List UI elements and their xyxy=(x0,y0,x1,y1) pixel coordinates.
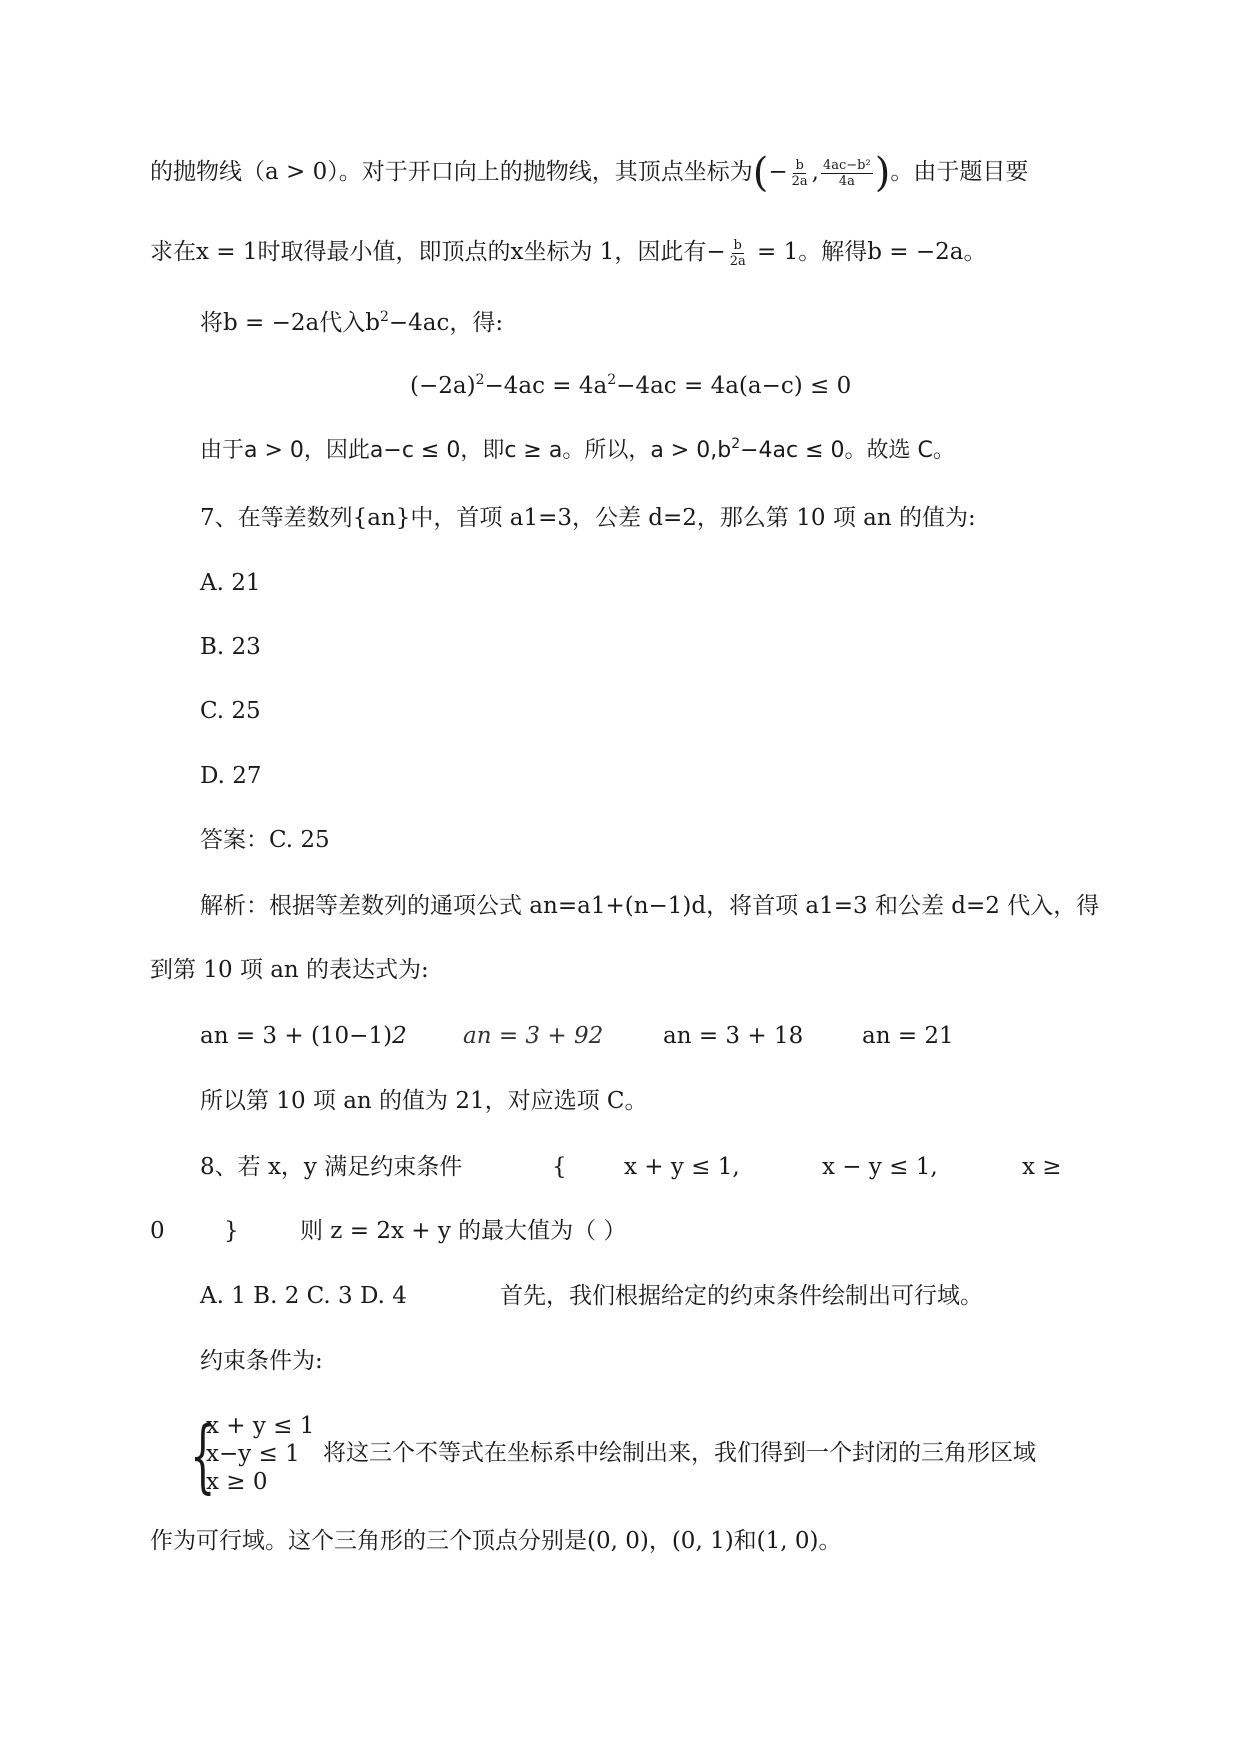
text-segment: 由于a > 0，因此a−c ≤ 0，即c ≥ a。所以，a > 0,b xyxy=(200,438,732,463)
text-segment: 。由于题目要 xyxy=(890,159,1029,185)
superscript: 2 xyxy=(731,436,741,452)
minus-sign: − xyxy=(768,159,788,185)
fraction-4ac xyxy=(821,158,873,189)
inequality-1: x + y ≤ 1 xyxy=(206,1413,315,1439)
text-segment: −4ac ≤ 0。故选 C。 xyxy=(740,438,955,463)
expression-step-3: an = 3 + 18 xyxy=(663,1023,804,1049)
analysis-line-1: 解析：根据等差数列的通项公式 an=a1+(n−1)d，将首项 a1=3 和公差 d=2 代入，得 xyxy=(200,893,1100,919)
text-line-vertex xyxy=(150,150,1029,196)
fraction-denominator: 4a xyxy=(838,173,855,189)
question-8-objective: 则 z = 2x + y 的最大值为（ ） xyxy=(300,1218,627,1244)
expression-step-2: an = 3 + 92 xyxy=(463,1023,604,1049)
question-7-stem: 7、在等差数列{an}中，首项 a1=3，公差 d=2，那么第 10 项 an 的值为: xyxy=(200,505,976,531)
text-segment: an = 3 + (10−1) xyxy=(200,1023,393,1049)
text-segment: (−2a) xyxy=(410,373,476,399)
equation-discriminant xyxy=(410,371,851,401)
constraint-2: x − y ≤ 1, xyxy=(822,1154,938,1180)
constraint-3: x ≥ xyxy=(1022,1154,1062,1180)
feasible-region-vertices: 作为可行域。这个三角形的三个顶点分别是(0, 0)，(0, 1)和(1, 0)。 xyxy=(150,1528,842,1554)
constraints-label: 约束条件为: xyxy=(200,1348,323,1374)
text-line-substitute xyxy=(200,308,503,338)
text-line-conclusion-c xyxy=(200,436,955,466)
expression-step-4: an = 21 xyxy=(862,1023,954,1049)
answer: 答案：C. 25 xyxy=(200,827,330,853)
brace-open: { xyxy=(552,1154,567,1180)
text-segment: 将b = −2a代入b xyxy=(200,310,380,336)
text-segment: −4ac = 4a xyxy=(484,373,608,399)
question-8-options: A. 1 B. 2 C. 3 D. 4 xyxy=(200,1283,407,1309)
fraction-denominator: 2a xyxy=(791,173,808,189)
question-8-intro: 首先，我们根据给定的约束条件绘制出可行域。 xyxy=(500,1283,983,1309)
comma: , xyxy=(811,159,819,185)
brace-close: } xyxy=(224,1218,239,1244)
superscript: 2 xyxy=(379,309,389,325)
inequality-3: x ≥ 0 xyxy=(206,1469,268,1495)
text-segment: −4ac，得: xyxy=(388,310,504,336)
constraint-1: x + y ≤ 1, xyxy=(624,1154,740,1180)
fraction-numerator: 4ac−b² xyxy=(822,157,871,173)
option-d: D. 27 xyxy=(200,763,262,789)
question-7-conclusion: 所以第 10 项 an 的值为 21，对应选项 C。 xyxy=(200,1088,648,1114)
fraction-numerator: b xyxy=(795,157,804,173)
paren-close: ) xyxy=(874,150,891,196)
italic-segment: 2 xyxy=(392,1023,407,1049)
expression-step-1 xyxy=(200,1021,407,1051)
superscript: 2 xyxy=(607,372,617,388)
text-line-minimum xyxy=(150,237,986,269)
left-brace-glyph: { xyxy=(190,1409,216,1502)
text-segment: 的抛物线（a > 0）。对于开口向上的抛物线，其顶点坐标为 xyxy=(150,159,753,185)
option-c: C. 25 xyxy=(200,698,261,724)
fraction-b-2a xyxy=(728,238,748,269)
option-b: B. 23 xyxy=(200,634,261,660)
text-segment: = 1。解得b = −2a。 xyxy=(749,239,987,265)
fraction-b-2a xyxy=(790,158,810,189)
text-segment: −4ac = 4a(a−c) ≤ 0 xyxy=(616,373,852,399)
superscript: 2 xyxy=(475,372,485,388)
question-8-stem: 8、若 x，y 满足约束条件 xyxy=(200,1154,463,1180)
option-a: A. 21 xyxy=(200,570,261,596)
text-segment: 求在x = 1时取得最小值，即顶点的x坐标为 1，因此有− xyxy=(150,239,726,265)
paren-open: ( xyxy=(752,150,769,196)
system-description: 将这三个不等式在坐标系中绘制出来，我们得到一个封闭的三角形区域 xyxy=(323,1440,1036,1466)
inequality-system xyxy=(190,1409,330,1502)
fraction-denominator: 2a xyxy=(729,253,746,269)
inequality-2: x−y ≤ 1 xyxy=(206,1441,300,1467)
analysis-line-2: 到第 10 项 an 的表达式为: xyxy=(150,957,429,983)
constraint-3-value: 0 xyxy=(150,1218,165,1244)
fraction-numerator: b xyxy=(733,237,742,253)
